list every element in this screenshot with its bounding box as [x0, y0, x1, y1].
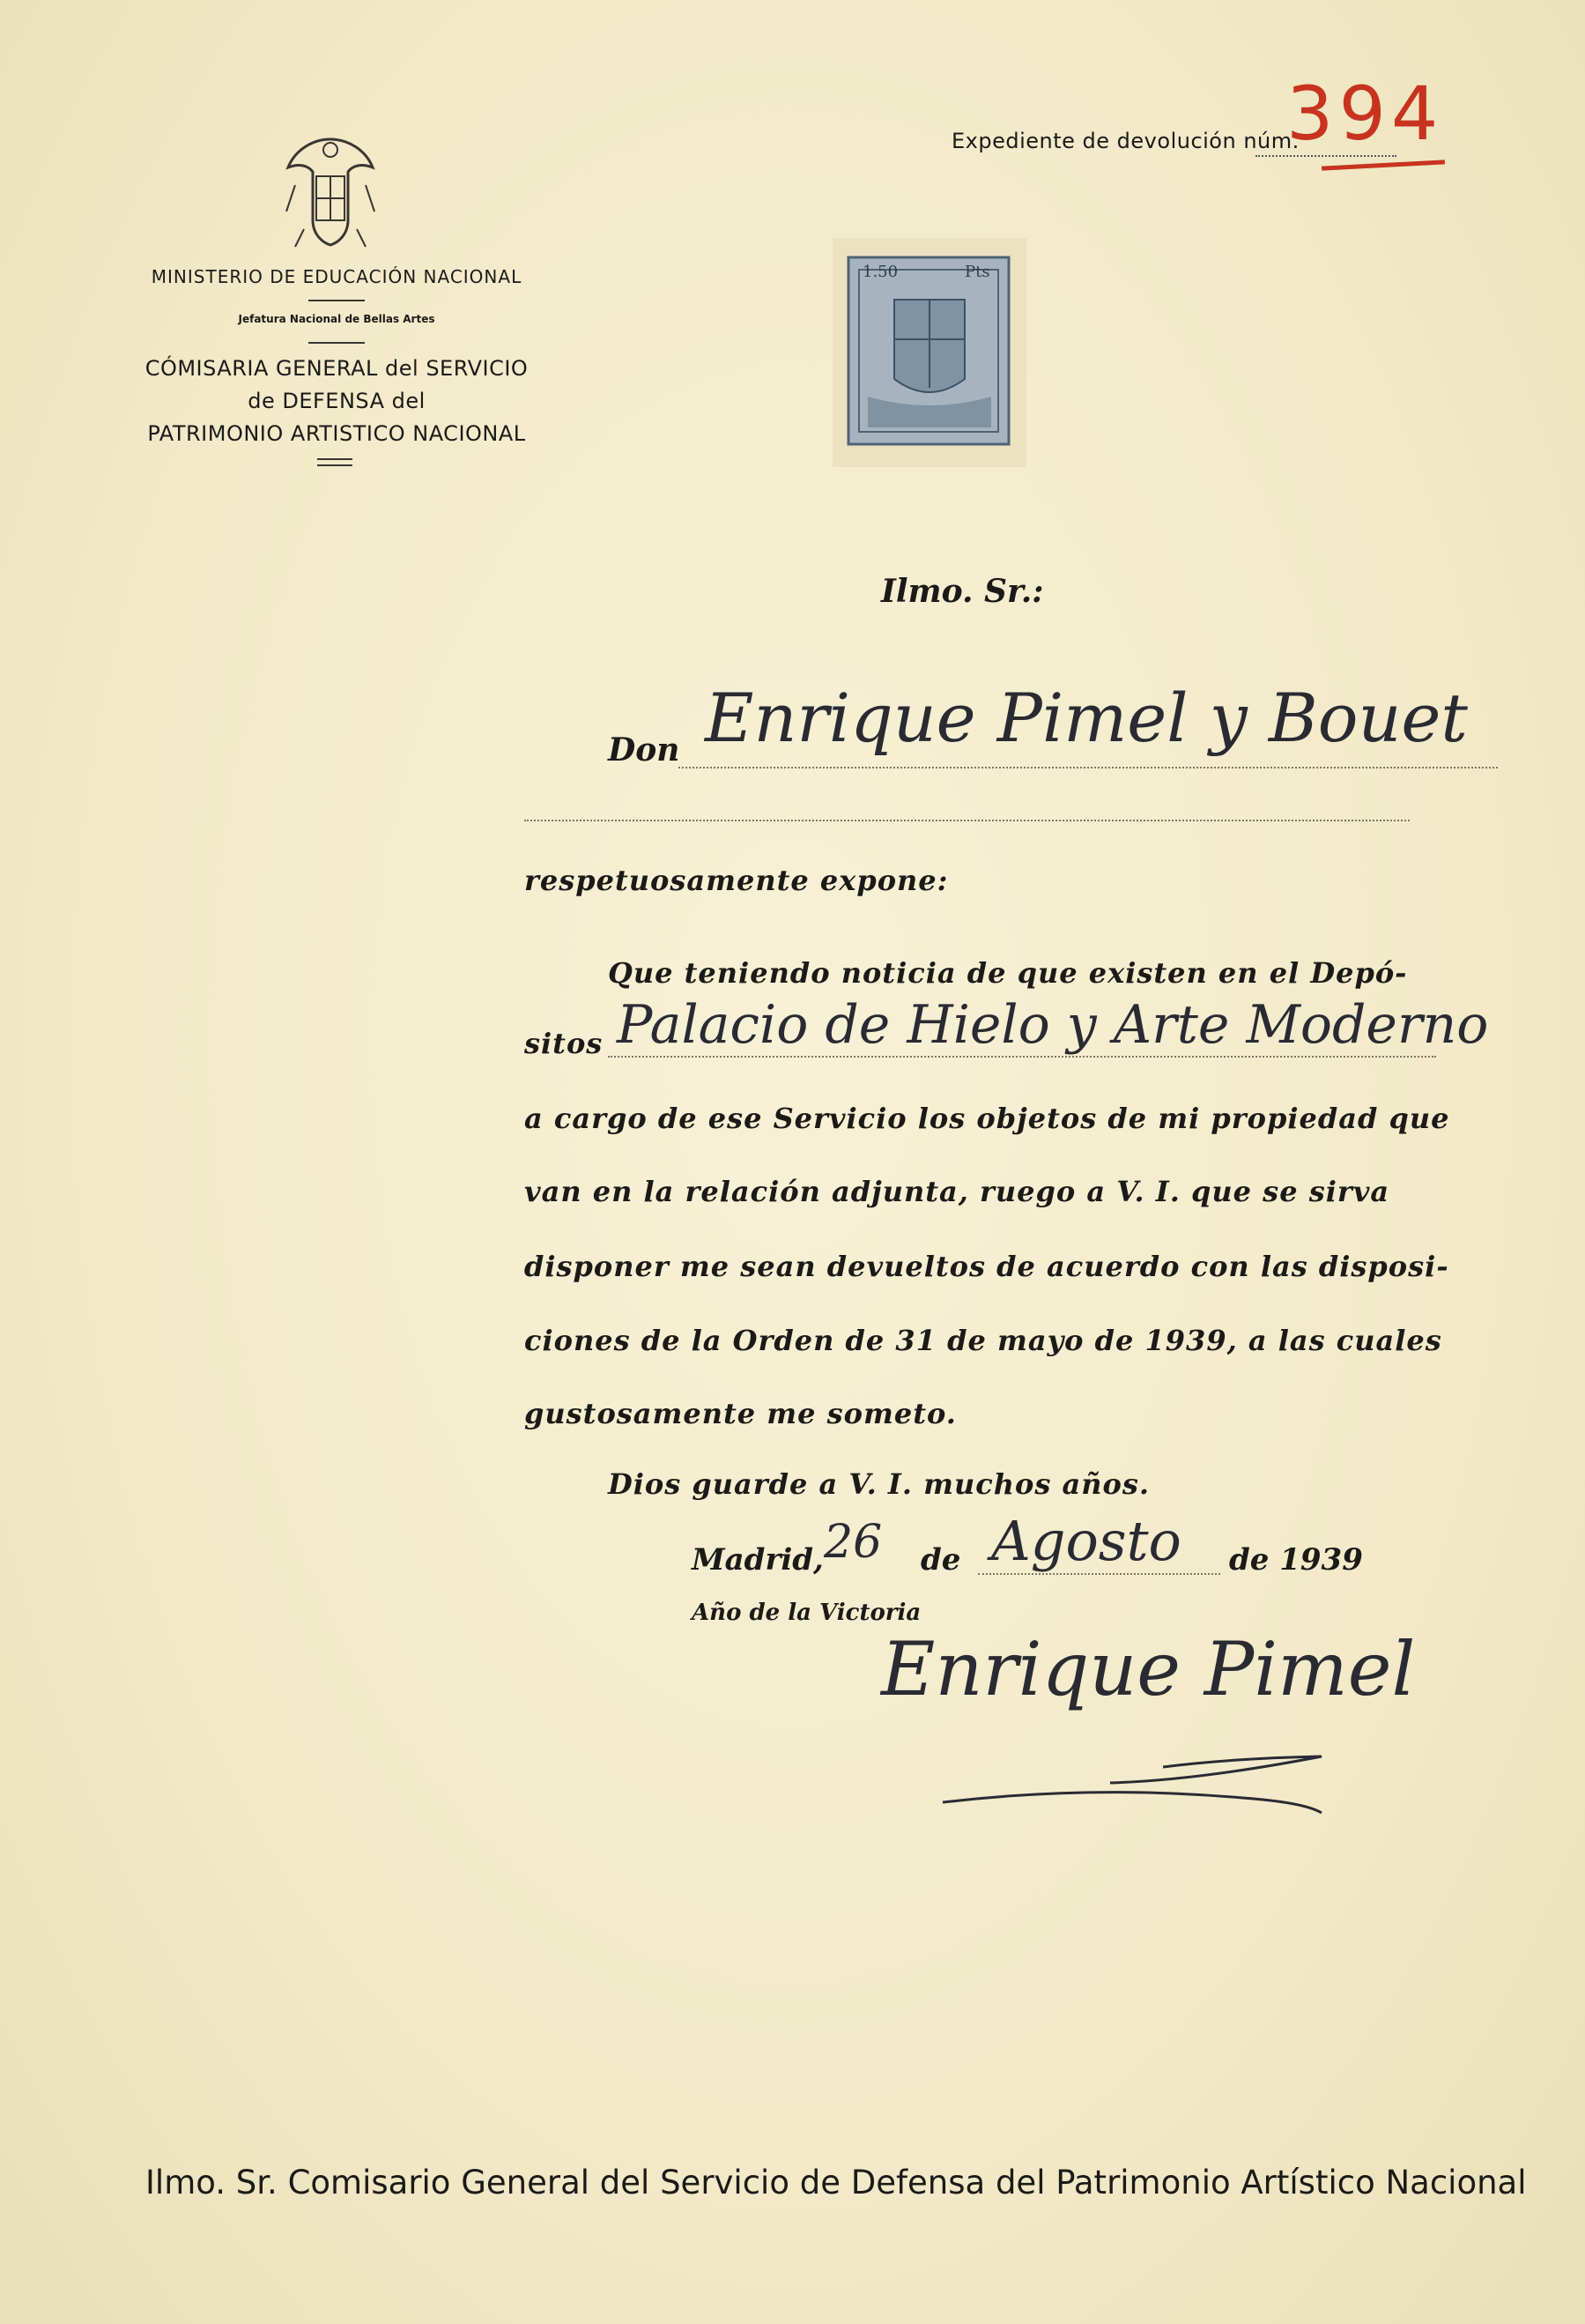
applicant-name-handwritten: Enrique Pimel y Bouet	[705, 679, 1468, 757]
signature	[881, 1626, 1415, 1712]
salutation: Ilmo. Sr.:	[881, 573, 1044, 610]
stamp-currency: Pts	[965, 263, 990, 281]
date-year: de 1939	[1229, 1542, 1363, 1578]
expone-line: respetuosamente expone:	[524, 864, 949, 897]
closing-line: Dios guarde a V. I. muchos años.	[608, 1467, 1151, 1501]
expediente-label: Expediente de devolución núm.	[952, 129, 1300, 153]
year-of-victory: Año de la Victoria	[692, 1600, 922, 1626]
deposito-dotted-line	[608, 1056, 1436, 1058]
header-double-rule	[317, 464, 352, 466]
date-de: de	[921, 1542, 961, 1578]
stamp-value: 1.50	[863, 263, 899, 281]
jefatura-subtitle: Jefatura Nacional de Bellas Artes	[238, 313, 435, 325]
signature-flourish	[934, 1749, 1339, 1820]
comisaria-line-1: CÓMISARIA GENERAL del SERVICIO	[144, 356, 529, 381]
header-double-rule	[317, 458, 352, 460]
body-line-5: disponer me sean devueltos de acuerdo con las disposi-	[524, 1250, 1449, 1283]
date-place: Madrid,	[692, 1542, 824, 1578]
body-line-6: ciones de la Orden de 31 de mayo de 1939, a las cuales	[524, 1324, 1442, 1357]
comisaria-line-3: PATRIMONIO ARTISTICO NACIONAL	[147, 421, 526, 446]
body-line-7: gustosamente me someto.	[524, 1397, 957, 1430]
signature-text: Enrique Pimel	[881, 1626, 1416, 1712]
second-dotted-line	[524, 820, 1410, 821]
header-divider	[308, 342, 365, 344]
month-dotted-line	[978, 1573, 1220, 1575]
don-label: Don	[608, 731, 680, 768]
revenue-stamp	[833, 238, 1026, 467]
header-divider	[308, 300, 365, 301]
don-dotted-line	[678, 767, 1498, 768]
date-day-handwritten: 26	[824, 1516, 883, 1569]
body-line-4: van en la relación adjunta, ruego a V. I. que se sirva	[524, 1175, 1390, 1208]
comisaria-title	[125, 353, 548, 450]
comisaria-line-2: de DEFENSA del	[248, 389, 426, 413]
deposito-handwritten: Palacio de Hielo y Arte Moderno	[617, 994, 1489, 1056]
body-line-3: a cargo de ese Servicio los objetos de mi propiedad que	[524, 1102, 1450, 1135]
ministry-title: MINISTERIO DE EDUCACIÓN NACIONAL	[151, 266, 522, 287]
expediente-number: 394	[1286, 71, 1444, 157]
expediente-red-underline	[1322, 160, 1445, 170]
body-line-1: Que teniendo noticia de que existen en el Depó-	[608, 956, 1408, 990]
body-line-2-prefix: sitos	[524, 1027, 604, 1060]
date-month-handwritten: Agosto	[991, 1509, 1181, 1573]
coat-of-arms-emblem	[278, 132, 383, 251]
footer-recipient: Ilmo. Sr. Comisario General del Servicio de Defensa del Patrimonio Artístico Nacional	[145, 2164, 1527, 2201]
